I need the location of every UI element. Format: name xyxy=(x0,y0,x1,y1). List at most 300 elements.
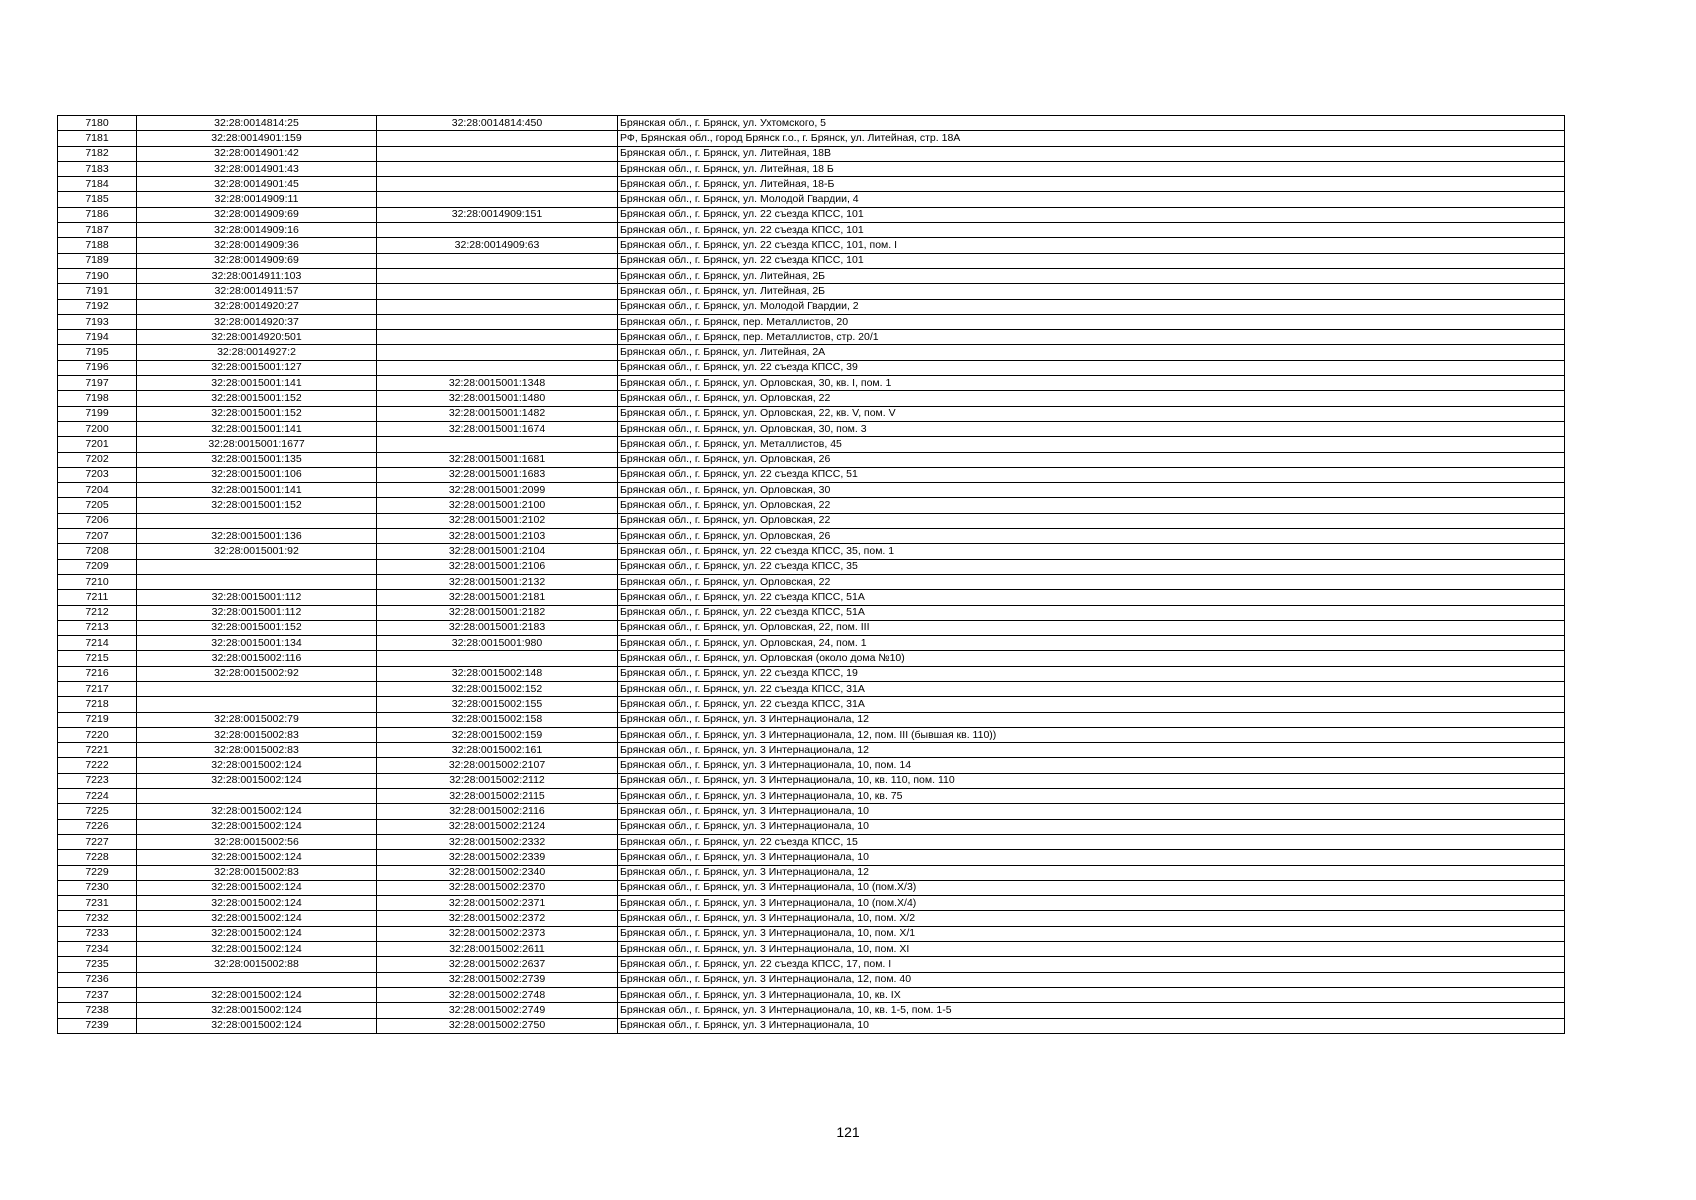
row-number-cell: 7190 xyxy=(58,268,137,283)
table-row xyxy=(58,268,1565,283)
row-number-cell: 7182 xyxy=(58,146,137,161)
land-cadastral-cell: 32:28:0015001:141 xyxy=(137,483,377,498)
row-number-cell: 7209 xyxy=(58,559,137,574)
row-number-cell: 7226 xyxy=(58,819,137,834)
table-row xyxy=(58,911,1565,926)
registry-table-body xyxy=(58,116,1565,1034)
object-cadastral-cell: 32:28:0015002:2371 xyxy=(377,896,618,911)
row-number-cell: 7180 xyxy=(58,116,137,131)
object-cadastral-cell: 32:28:0015001:2104 xyxy=(377,544,618,559)
row-number-cell: 7202 xyxy=(58,452,137,467)
object-cadastral-cell: 32:28:0015001:2099 xyxy=(377,483,618,498)
row-number-cell: 7205 xyxy=(58,498,137,513)
object-cadastral-cell xyxy=(377,161,618,176)
address-cell: РФ, Брянская обл., город Брянск г.о., г. Брянск, ул. Литейная, стр. 18А xyxy=(618,131,1565,146)
table-row xyxy=(58,330,1565,345)
land-cadastral-cell: 32:28:0014909:69 xyxy=(137,253,377,268)
object-cadastral-cell: 32:28:0015002:2637 xyxy=(377,957,618,972)
address-cell: Брянская обл., г. Брянск, ул. 22 съезда КПСС, 51А xyxy=(618,590,1565,605)
land-cadastral-cell: 32:28:0015002:124 xyxy=(137,758,377,773)
row-number-cell: 7236 xyxy=(58,972,137,987)
object-cadastral-cell: 32:28:0015002:155 xyxy=(377,697,618,712)
object-cadastral-cell: 32:28:0015001:2181 xyxy=(377,590,618,605)
land-cadastral-cell: 32:28:0015002:124 xyxy=(137,1018,377,1033)
address-cell: Брянская обл., г. Брянск, ул. 3 Интернационала, 10, кв. IX xyxy=(618,987,1565,1002)
address-cell: Брянская обл., г. Брянск, ул. 22 съезда КПСС, 51А xyxy=(618,605,1565,620)
row-number-cell: 7210 xyxy=(58,574,137,589)
object-cadastral-cell: 32:28:0015002:2340 xyxy=(377,865,618,880)
table-row xyxy=(58,345,1565,360)
row-number-cell: 7235 xyxy=(58,957,137,972)
table-row xyxy=(58,666,1565,681)
address-cell: Брянская обл., г. Брянск, ул. Орловская, 22 xyxy=(618,513,1565,528)
object-cadastral-cell: 32:28:0015001:1683 xyxy=(377,467,618,482)
object-cadastral-cell xyxy=(377,146,618,161)
address-cell: Брянская обл., г. Брянск, ул. 3 Интернационала, 10, кв. 110, пом. 110 xyxy=(618,773,1565,788)
table-row xyxy=(58,743,1565,758)
row-number-cell: 7225 xyxy=(58,804,137,819)
land-cadastral-cell: 32:28:0015002:88 xyxy=(137,957,377,972)
object-cadastral-cell xyxy=(377,223,618,238)
table-row xyxy=(58,896,1565,911)
land-cadastral-cell: 32:28:0014901:42 xyxy=(137,146,377,161)
address-cell: Брянская обл., г. Брянск, ул. 3 Интернационала, 12, пом. 40 xyxy=(618,972,1565,987)
table-row xyxy=(58,636,1565,651)
table-row xyxy=(58,712,1565,727)
land-cadastral-cell: 32:28:0015001:134 xyxy=(137,636,377,651)
land-cadastral-cell: 32:28:0015001:135 xyxy=(137,452,377,467)
row-number-cell: 7186 xyxy=(58,207,137,222)
object-cadastral-cell xyxy=(377,284,618,299)
table-row xyxy=(58,131,1565,146)
land-cadastral-cell xyxy=(137,559,377,574)
table-row xyxy=(58,177,1565,192)
row-number-cell: 7221 xyxy=(58,743,137,758)
table-row xyxy=(58,865,1565,880)
table-row xyxy=(58,880,1565,895)
land-cadastral-cell: 32:28:0015002:83 xyxy=(137,743,377,758)
address-cell: Брянская обл., г. Брянск, ул. 3 Интернационала, 10 xyxy=(618,850,1565,865)
land-cadastral-cell: 32:28:0015001:152 xyxy=(137,620,377,635)
land-cadastral-cell: 32:28:0015002:56 xyxy=(137,834,377,849)
land-cadastral-cell: 32:28:0015001:112 xyxy=(137,605,377,620)
table-row xyxy=(58,957,1565,972)
land-cadastral-cell xyxy=(137,513,377,528)
address-cell: Брянская обл., г. Брянск, ул. Литейная, 2А xyxy=(618,345,1565,360)
object-cadastral-cell: 32:28:0015001:2182 xyxy=(377,605,618,620)
address-cell: Брянская обл., г. Брянск, пер. Металлистов, стр. 20/1 xyxy=(618,330,1565,345)
row-number-cell: 7188 xyxy=(58,238,137,253)
land-cadastral-cell: 32:28:0015001:152 xyxy=(137,391,377,406)
object-cadastral-cell: 32:28:0015002:159 xyxy=(377,727,618,742)
table-row xyxy=(58,161,1565,176)
address-cell: Брянская обл., г. Брянск, ул. Орловская, 26 xyxy=(618,529,1565,544)
address-cell: Брянская обл., г. Брянск, ул. Орловская, 30 xyxy=(618,483,1565,498)
address-cell: Брянская обл., г. Брянск, ул. Орловская, 30, пом. 3 xyxy=(618,421,1565,436)
address-cell: Брянская обл., г. Брянск, ул. 22 съезда КПСС, 51 xyxy=(618,467,1565,482)
address-cell: Брянская обл., г. Брянск, ул. Орловская, 24, пом. 1 xyxy=(618,636,1565,651)
object-cadastral-cell xyxy=(377,360,618,375)
address-cell: Брянская обл., г. Брянск, ул. 22 съезда КПСС, 31А xyxy=(618,697,1565,712)
row-number-cell: 7184 xyxy=(58,177,137,192)
address-cell: Брянская обл., г. Брянск, ул. 22 съезда КПСС, 15 xyxy=(618,834,1565,849)
table-row xyxy=(58,284,1565,299)
row-number-cell: 7196 xyxy=(58,360,137,375)
table-row xyxy=(58,299,1565,314)
table-row xyxy=(58,314,1565,329)
object-cadastral-cell: 32:28:0015002:2739 xyxy=(377,972,618,987)
table-row xyxy=(58,146,1565,161)
object-cadastral-cell: 32:28:0015002:152 xyxy=(377,681,618,696)
object-cadastral-cell xyxy=(377,131,618,146)
table-row xyxy=(58,574,1565,589)
table-row xyxy=(58,804,1565,819)
address-cell: Брянская обл., г. Брянск, ул. 3 Интернационала, 10 xyxy=(618,1018,1565,1033)
row-number-cell: 7215 xyxy=(58,651,137,666)
address-cell: Брянская обл., г. Брянск, ул. 22 съезда КПСС, 101 xyxy=(618,207,1565,222)
land-cadastral-cell: 32:28:0015001:106 xyxy=(137,467,377,482)
land-cadastral-cell xyxy=(137,697,377,712)
object-cadastral-cell: 32:28:0015001:2100 xyxy=(377,498,618,513)
object-cadastral-cell: 32:28:0015002:2749 xyxy=(377,1003,618,1018)
address-cell: Брянская обл., г. Брянск, ул. 3 Интернационала, 10 xyxy=(618,819,1565,834)
row-number-cell: 7218 xyxy=(58,697,137,712)
land-cadastral-cell: 32:28:0015001:92 xyxy=(137,544,377,559)
object-cadastral-cell: 32:28:0015002:2370 xyxy=(377,880,618,895)
row-number-cell: 7199 xyxy=(58,406,137,421)
object-cadastral-cell: 32:28:0015002:2750 xyxy=(377,1018,618,1033)
land-cadastral-cell: 32:28:0015002:124 xyxy=(137,987,377,1002)
table-row xyxy=(58,987,1565,1002)
address-cell: Брянская обл., г. Брянск, ул. Орловская, 22, кв. V, пом. V xyxy=(618,406,1565,421)
land-cadastral-cell: 32:28:0015001:136 xyxy=(137,529,377,544)
table-row xyxy=(58,391,1565,406)
row-number-cell: 7192 xyxy=(58,299,137,314)
address-cell: Брянская обл., г. Брянск, ул. 3 Интернационала, 10, пом. Х/2 xyxy=(618,911,1565,926)
table-row xyxy=(58,223,1565,238)
table-row xyxy=(58,834,1565,849)
table-row xyxy=(58,498,1565,513)
land-cadastral-cell: 32:28:0015002:124 xyxy=(137,896,377,911)
table-row xyxy=(58,376,1565,391)
address-cell: Брянская обл., г. Брянск, ул. Орловская, 22 xyxy=(618,391,1565,406)
table-row xyxy=(58,529,1565,544)
table-row xyxy=(58,452,1565,467)
row-number-cell: 7185 xyxy=(58,192,137,207)
object-cadastral-cell: 32:28:0015002:2611 xyxy=(377,942,618,957)
row-number-cell: 7206 xyxy=(58,513,137,528)
row-number-cell: 7230 xyxy=(58,880,137,895)
row-number-cell: 7239 xyxy=(58,1018,137,1033)
land-cadastral-cell: 32:28:0015002:124 xyxy=(137,942,377,957)
address-cell: Брянская обл., г. Брянск, ул. Орловская (около дома №10) xyxy=(618,651,1565,666)
row-number-cell: 7228 xyxy=(58,850,137,865)
row-number-cell: 7217 xyxy=(58,681,137,696)
object-cadastral-cell: 32:28:0015002:2107 xyxy=(377,758,618,773)
object-cadastral-cell: 32:28:0015001:1674 xyxy=(377,421,618,436)
table-row xyxy=(58,1003,1565,1018)
row-number-cell: 7227 xyxy=(58,834,137,849)
object-cadastral-cell xyxy=(377,268,618,283)
land-cadastral-cell: 32:28:0014911:103 xyxy=(137,268,377,283)
page-number: 121 xyxy=(836,1124,860,1140)
address-cell: Брянская обл., г. Брянск, ул. 3 Интернационала, 10, кв. 75 xyxy=(618,789,1565,804)
address-cell: Брянская обл., г. Брянск, ул. Литейная, 2Б xyxy=(618,284,1565,299)
table-row xyxy=(58,360,1565,375)
row-number-cell: 7219 xyxy=(58,712,137,727)
land-cadastral-cell: 32:28:0015002:124 xyxy=(137,804,377,819)
land-cadastral-cell xyxy=(137,789,377,804)
address-cell: Брянская обл., г. Брянск, ул. Металлистов, 45 xyxy=(618,437,1565,452)
table-row xyxy=(58,972,1565,987)
address-cell: Брянская обл., г. Брянск, ул. Молодой Гвардии, 2 xyxy=(618,299,1565,314)
row-number-cell: 7237 xyxy=(58,987,137,1002)
table-row xyxy=(58,513,1565,528)
land-cadastral-cell: 32:28:0015002:83 xyxy=(137,727,377,742)
row-number-cell: 7201 xyxy=(58,437,137,452)
object-cadastral-cell: 32:28:0015002:2124 xyxy=(377,819,618,834)
table-row xyxy=(58,697,1565,712)
land-cadastral-cell xyxy=(137,574,377,589)
address-cell: Брянская обл., г. Брянск, ул. 3 Интернационала, 12 xyxy=(618,865,1565,880)
land-cadastral-cell: 32:28:0015002:124 xyxy=(137,911,377,926)
row-number-cell: 7223 xyxy=(58,773,137,788)
land-cadastral-cell: 32:28:0014920:501 xyxy=(137,330,377,345)
address-cell: Брянская обл., г. Брянск, ул. Литейная, 18-Б xyxy=(618,177,1565,192)
row-number-cell: 7191 xyxy=(58,284,137,299)
land-cadastral-cell: 32:28:0015001:141 xyxy=(137,376,377,391)
table-row xyxy=(58,192,1565,207)
land-cadastral-cell: 32:28:0015002:124 xyxy=(137,926,377,941)
object-cadastral-cell xyxy=(377,192,618,207)
land-cadastral-cell: 32:28:0014909:36 xyxy=(137,238,377,253)
object-cadastral-cell: 32:28:0015001:2132 xyxy=(377,574,618,589)
row-number-cell: 7234 xyxy=(58,942,137,957)
row-number-cell: 7238 xyxy=(58,1003,137,1018)
land-cadastral-cell: 32:28:0014901:43 xyxy=(137,161,377,176)
object-cadastral-cell: 32:28:0014909:151 xyxy=(377,207,618,222)
address-cell: Брянская обл., г. Брянск, ул. Орловская, 22 xyxy=(618,574,1565,589)
object-cadastral-cell: 32:28:0015002:2332 xyxy=(377,834,618,849)
object-cadastral-cell xyxy=(377,437,618,452)
row-number-cell: 7232 xyxy=(58,911,137,926)
address-cell: Брянская обл., г. Брянск, ул. 3 Интернационала, 10, пом. Х/1 xyxy=(618,926,1565,941)
row-number-cell: 7211 xyxy=(58,590,137,605)
object-cadastral-cell: 32:28:0015001:2103 xyxy=(377,529,618,544)
row-number-cell: 7216 xyxy=(58,666,137,681)
land-cadastral-cell: 32:28:0015002:124 xyxy=(137,850,377,865)
object-cadastral-cell xyxy=(377,651,618,666)
land-cadastral-cell: 32:28:0015002:116 xyxy=(137,651,377,666)
row-number-cell: 7193 xyxy=(58,314,137,329)
table-row xyxy=(58,819,1565,834)
row-number-cell: 7194 xyxy=(58,330,137,345)
object-cadastral-cell: 32:28:0015001:2102 xyxy=(377,513,618,528)
row-number-cell: 7197 xyxy=(58,376,137,391)
object-cadastral-cell xyxy=(377,177,618,192)
table-row xyxy=(58,116,1565,131)
table-row xyxy=(58,590,1565,605)
row-number-cell: 7213 xyxy=(58,620,137,635)
row-number-cell: 7204 xyxy=(58,483,137,498)
address-cell: Брянская обл., г. Брянск, ул. 3 Интернационала, 10 (пом.Х/4) xyxy=(618,896,1565,911)
object-cadastral-cell xyxy=(377,330,618,345)
object-cadastral-cell: 32:28:0015002:2339 xyxy=(377,850,618,865)
land-cadastral-cell: 32:28:0014814:25 xyxy=(137,116,377,131)
address-cell: Брянская обл., г. Брянск, ул. 3 Интернационала, 12 xyxy=(618,712,1565,727)
table-row xyxy=(58,437,1565,452)
row-number-cell: 7222 xyxy=(58,758,137,773)
land-cadastral-cell: 32:28:0015002:124 xyxy=(137,773,377,788)
land-cadastral-cell: 32:28:0014920:37 xyxy=(137,314,377,329)
object-cadastral-cell: 32:28:0015001:1348 xyxy=(377,376,618,391)
land-cadastral-cell: 32:28:0015002:79 xyxy=(137,712,377,727)
land-cadastral-cell: 32:28:0015002:124 xyxy=(137,819,377,834)
object-cadastral-cell: 32:28:0015001:980 xyxy=(377,636,618,651)
table-row xyxy=(58,421,1565,436)
table-row xyxy=(58,620,1565,635)
table-row xyxy=(58,758,1565,773)
object-cadastral-cell xyxy=(377,299,618,314)
land-cadastral-cell: 32:28:0014901:159 xyxy=(137,131,377,146)
table-row xyxy=(58,238,1565,253)
row-number-cell: 7195 xyxy=(58,345,137,360)
object-cadastral-cell xyxy=(377,345,618,360)
table-row xyxy=(58,207,1565,222)
row-number-cell: 7229 xyxy=(58,865,137,880)
address-cell: Брянская обл., г. Брянск, ул. 3 Интернационала, 12, пом. III (бывшая кв. 110)) xyxy=(618,727,1565,742)
row-number-cell: 7203 xyxy=(58,467,137,482)
object-cadastral-cell: 32:28:0015001:2106 xyxy=(377,559,618,574)
object-cadastral-cell: 32:28:0015002:2373 xyxy=(377,926,618,941)
object-cadastral-cell: 32:28:0015002:2115 xyxy=(377,789,618,804)
row-number-cell: 7224 xyxy=(58,789,137,804)
address-cell: Брянская обл., г. Брянск, ул. Литейная, 2Б xyxy=(618,268,1565,283)
land-cadastral-cell: 32:28:0014909:16 xyxy=(137,223,377,238)
address-cell: Брянская обл., г. Брянск, ул. 3 Интернационала, 12 xyxy=(618,743,1565,758)
land-cadastral-cell: 32:28:0014901:45 xyxy=(137,177,377,192)
row-number-cell: 7200 xyxy=(58,421,137,436)
land-cadastral-cell xyxy=(137,972,377,987)
address-cell: Брянская обл., г. Брянск, ул. 22 съезда КПСС, 35 xyxy=(618,559,1565,574)
land-cadastral-cell: 32:28:0014920:27 xyxy=(137,299,377,314)
row-number-cell: 7207 xyxy=(58,529,137,544)
row-number-cell: 7181 xyxy=(58,131,137,146)
land-cadastral-cell: 32:28:0014909:69 xyxy=(137,207,377,222)
address-cell: Брянская обл., г. Брянск, ул. Литейная, 18В xyxy=(618,146,1565,161)
row-number-cell: 7214 xyxy=(58,636,137,651)
address-cell: Брянская обл., г. Брянск, ул. Литейная, 18 Б xyxy=(618,161,1565,176)
table-row xyxy=(58,727,1565,742)
table-row xyxy=(58,253,1565,268)
object-cadastral-cell: 32:28:0015002:161 xyxy=(377,743,618,758)
object-cadastral-cell: 32:28:0015002:2116 xyxy=(377,804,618,819)
table-row xyxy=(58,559,1565,574)
row-number-cell: 7187 xyxy=(58,223,137,238)
address-cell: Брянская обл., г. Брянск, ул. Молодой Гвардии, 4 xyxy=(618,192,1565,207)
object-cadastral-cell: 32:28:0015002:158 xyxy=(377,712,618,727)
address-cell: Брянская обл., г. Брянск, ул. 3 Интернационала, 10, пом. 14 xyxy=(618,758,1565,773)
land-cadastral-cell: 32:28:0014909:11 xyxy=(137,192,377,207)
row-number-cell: 7189 xyxy=(58,253,137,268)
table-row xyxy=(58,926,1565,941)
address-cell: Брянская обл., г. Брянск, ул. Орловская, 30, кв. I, пом. 1 xyxy=(618,376,1565,391)
address-cell: Брянская обл., г. Брянск, ул. 22 съезда КПСС, 101 xyxy=(618,223,1565,238)
object-cadastral-cell: 32:28:0015001:1681 xyxy=(377,452,618,467)
object-cadastral-cell: 32:28:0015001:2183 xyxy=(377,620,618,635)
table-row xyxy=(58,544,1565,559)
table-row xyxy=(58,406,1565,421)
address-cell: Брянская обл., г. Брянск, ул. 3 Интернационала, 10, пом. XI xyxy=(618,942,1565,957)
row-number-cell: 7183 xyxy=(58,161,137,176)
land-cadastral-cell: 32:28:0015001:127 xyxy=(137,360,377,375)
address-cell: Брянская обл., г. Брянск, ул. 3 Интернационала, 10 xyxy=(618,804,1565,819)
address-cell: Брянская обл., г. Брянск, ул. 3 Интернационала, 10, кв. 1-5, пом. 1-5 xyxy=(618,1003,1565,1018)
object-cadastral-cell: 32:28:0015001:1480 xyxy=(377,391,618,406)
land-cadastral-cell: 32:28:0015001:141 xyxy=(137,421,377,436)
row-number-cell: 7208 xyxy=(58,544,137,559)
table-row xyxy=(58,483,1565,498)
address-cell: Брянская обл., г. Брянск, ул. Ухтомского, 5 xyxy=(618,116,1565,131)
address-cell: Брянская обл., г. Брянск, ул. 3 Интернационала, 10 (пом.Х/3) xyxy=(618,880,1565,895)
address-cell: Брянская обл., г. Брянск, ул. 22 съезда КПСС, 31А xyxy=(618,681,1565,696)
object-cadastral-cell: 32:28:0015002:2372 xyxy=(377,911,618,926)
address-cell: Брянская обл., г. Брянск, ул. Орловская, 22, пом. III xyxy=(618,620,1565,635)
land-cadastral-cell: 32:28:0014927:2 xyxy=(137,345,377,360)
row-number-cell: 7212 xyxy=(58,605,137,620)
object-cadastral-cell: 32:28:0015002:2112 xyxy=(377,773,618,788)
address-cell: Брянская обл., г. Брянск, ул. Орловская, 26 xyxy=(618,452,1565,467)
object-cadastral-cell: 32:28:0015002:148 xyxy=(377,666,618,681)
row-number-cell: 7220 xyxy=(58,727,137,742)
object-cadastral-cell: 32:28:0014814:450 xyxy=(377,116,618,131)
object-cadastral-cell xyxy=(377,253,618,268)
address-cell: Брянская обл., г. Брянск, ул. 22 съезда КПСС, 39 xyxy=(618,360,1565,375)
land-cadastral-cell: 32:28:0015002:92 xyxy=(137,666,377,681)
table-row xyxy=(58,681,1565,696)
row-number-cell: 7233 xyxy=(58,926,137,941)
land-cadastral-cell: 32:28:0014911:57 xyxy=(137,284,377,299)
land-cadastral-cell: 32:28:0015002:83 xyxy=(137,865,377,880)
row-number-cell: 7231 xyxy=(58,896,137,911)
land-cadastral-cell: 32:28:0015001:152 xyxy=(137,406,377,421)
land-cadastral-cell: 32:28:0015001:112 xyxy=(137,590,377,605)
row-number-cell: 7198 xyxy=(58,391,137,406)
address-cell: Брянская обл., г. Брянск, ул. 22 съезда КПСС, 35, пом. 1 xyxy=(618,544,1565,559)
land-cadastral-cell xyxy=(137,681,377,696)
address-cell: Брянская обл., г. Брянск, пер. Металлистов, 20 xyxy=(618,314,1565,329)
registry-table xyxy=(57,115,1565,1034)
table-row xyxy=(58,789,1565,804)
address-cell: Брянская обл., г. Брянск, ул. Орловская, 22 xyxy=(618,498,1565,513)
table-row xyxy=(58,773,1565,788)
address-cell: Брянская обл., г. Брянск, ул. 22 съезда КПСС, 101 xyxy=(618,253,1565,268)
table-row xyxy=(58,605,1565,620)
address-cell: Брянская обл., г. Брянск, ул. 22 съезда КПСС, 19 xyxy=(618,666,1565,681)
land-cadastral-cell: 32:28:0015002:124 xyxy=(137,1003,377,1018)
table-row xyxy=(58,850,1565,865)
table-row xyxy=(58,467,1565,482)
table-row xyxy=(58,1018,1565,1033)
table-row xyxy=(58,651,1565,666)
object-cadastral-cell: 32:28:0015001:1482 xyxy=(377,406,618,421)
land-cadastral-cell: 32:28:0015002:124 xyxy=(137,880,377,895)
land-cadastral-cell: 32:28:0015001:1677 xyxy=(137,437,377,452)
object-cadastral-cell xyxy=(377,314,618,329)
address-cell: Брянская обл., г. Брянск, ул. 22 съезда КПСС, 101, пом. I xyxy=(618,238,1565,253)
object-cadastral-cell: 32:28:0014909:63 xyxy=(377,238,618,253)
address-cell: Брянская обл., г. Брянск, ул. 22 съезда КПСС, 17, пом. I xyxy=(618,957,1565,972)
